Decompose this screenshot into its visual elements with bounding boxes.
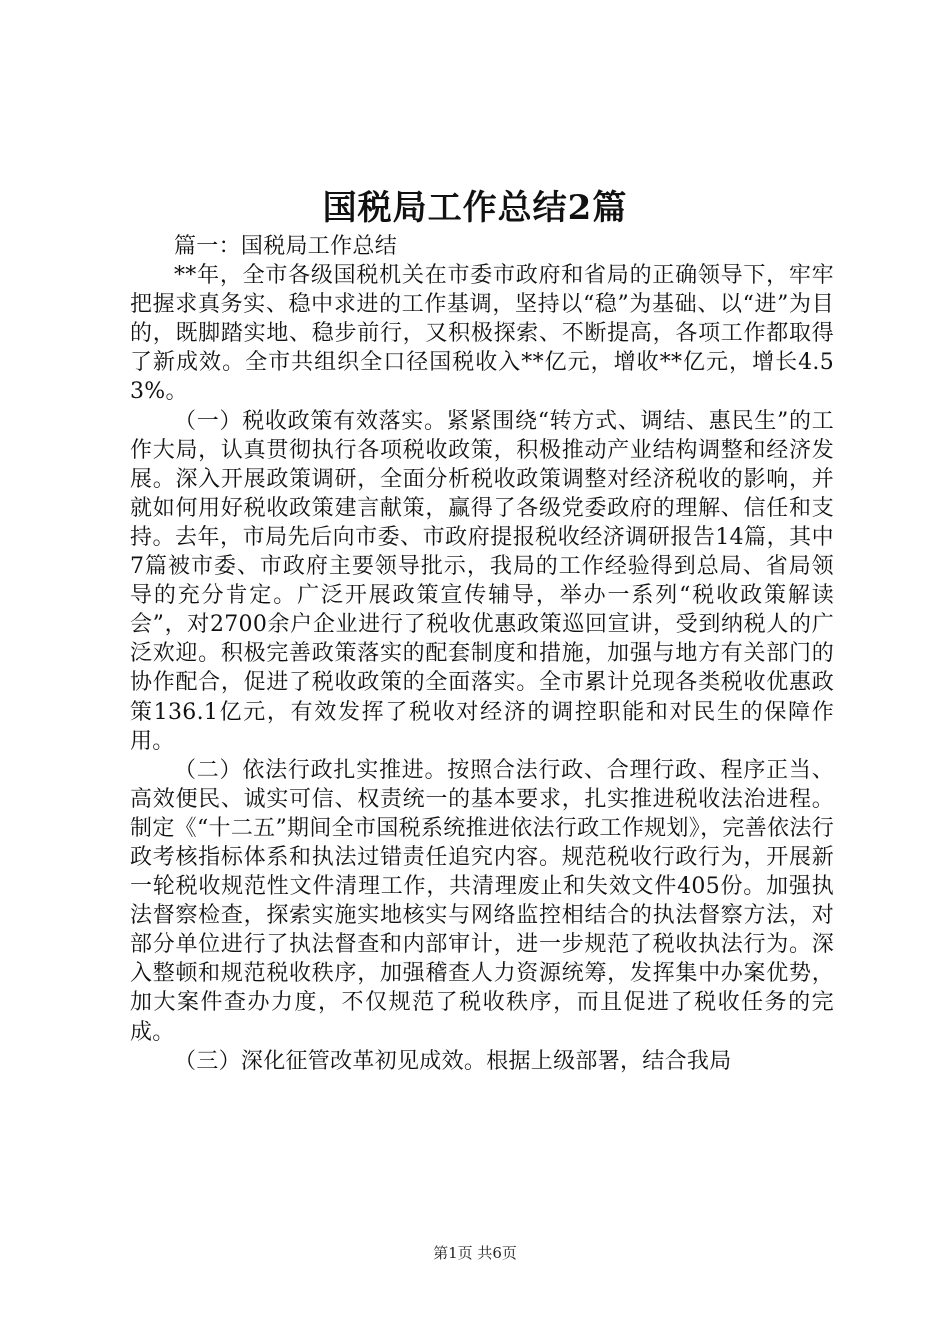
page-footer: 第1页 共6页 <box>433 1244 517 1262</box>
paragraph-section-2: （二）依法行政扎实推进。按照合法行政、合理行政、程序正当、高效便民、诚实可信、权责统一的基本要求，扎实推进税收法治进程。制定《“十二五”期间全市国税系统推进依法行政工作规划》，完善依法行政考核指标体系和执法过错责任追究内容。规范税收行政行为，开展新一轮税收规范性文件清理工作，共清理废止和失效文件405份。加强执法督察检查，探索实施实地核实与网络监控相结合的执法督察方法，对部分单位进行了执法督查和内部审计，进一步规范了税收执法行为。深入整顿和规范税收秩序，加强稽查人力资源统筹，发挥集中办案优势，加大案件查办力度，不仅规范了税收秩序，而且促进了税收任务的完成。 <box>130 757 834 1045</box>
paragraph-section-3: （三）深化征管改革初见成效。根据上级部署，结合我局 <box>174 1048 732 1074</box>
section-heading: 篇一：国税局工作总结 <box>174 234 398 259</box>
paragraph-section-1: （一）税收政策有效落实。紧紧围绕“转方式、调结、惠民生”的工作大局，认真贯彻执行各项税收政策，积极推动产业结构调整和经济发展。深入开展政策调研，全面分析税收政策调整对经济税收的影响，并就如何用好税收政策建言献策，赢得了各级党委政府的理解、信任和支持。去年，市局先后向市委、市政府提报税收经济调研报告14篇，其中7篇被市委、市政府主要领导批示，我局的工作经验得到总局、省局领导的充分肯定。广泛开展政策宣传辅导，举办一系列“税收政策解读会”，对2700余户企业进行了税收优惠政策巡回宣讲，受到纳税人的广泛欢迎。积极完善政策落实的配套制度和措施，加强与地方有关部门的协作配合，促进了税收政策的全面落实。全市累计兑现各类税收优惠政策136.1亿元，有效发挥了税收对经济的调控职能和对民生的保障作用。 <box>130 408 834 754</box>
paragraph-intro: **年，全市各级国税机关在市委市政府和省局的正确领导下，牢牢把握求真务实、稳中求进的工作基调，坚持以“稳”为基础、以“进”为目的，既脚踏实地、稳步前行，又积极探索、不断提高，各项工作都取得了新成效。全市共组织全口径国税收入**亿元，增收**亿元，增长4.53%。 <box>130 263 834 405</box>
document-title: 国税局工作总结2篇 <box>322 188 628 228</box>
document-body <box>130 232 834 1076</box>
